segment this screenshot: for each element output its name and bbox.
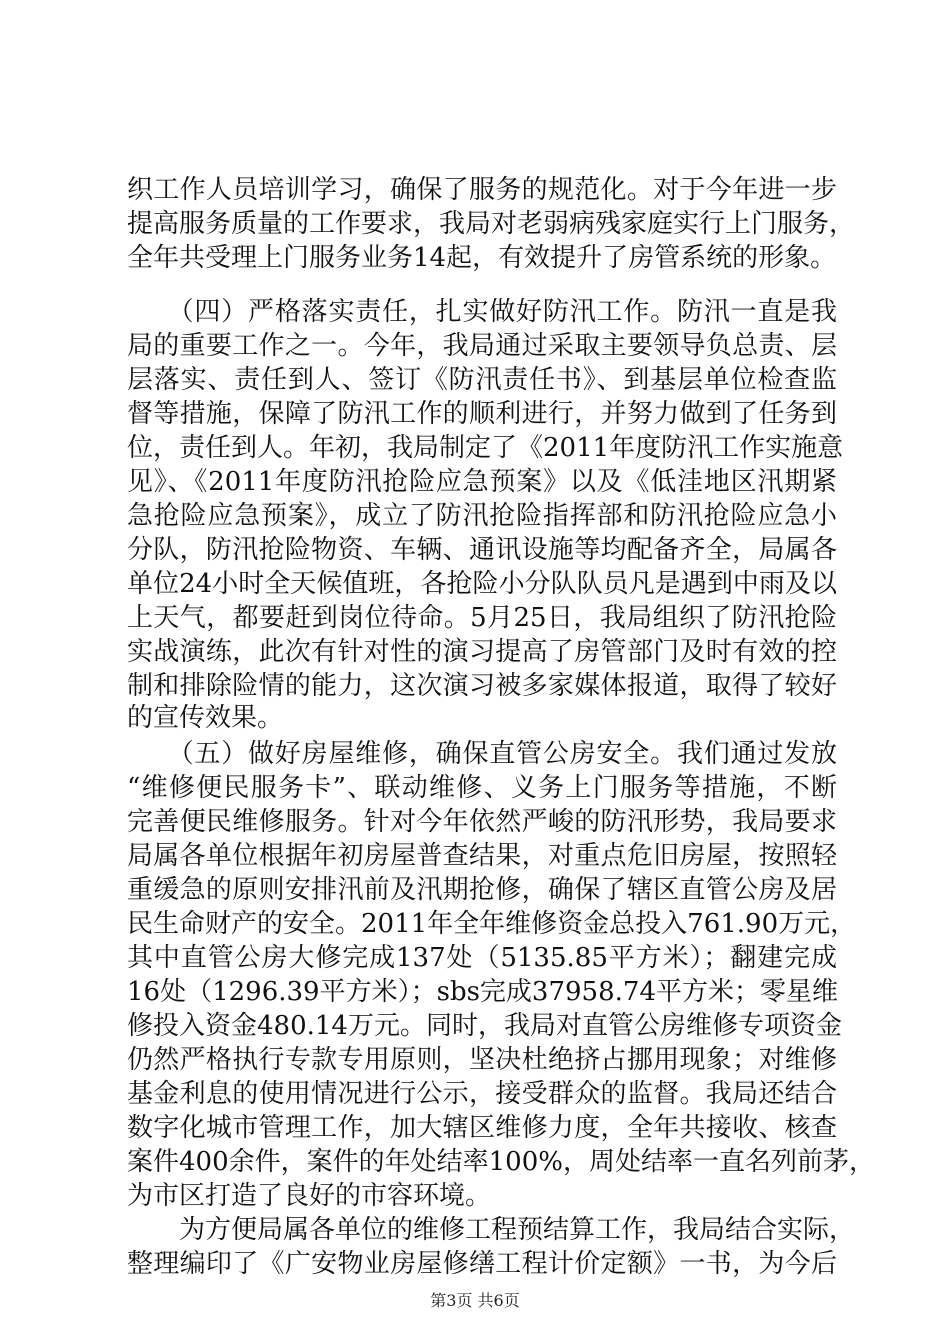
body-text-line: 修投入资金480.14万元。同时，我局对直管公房维修专项资金 bbox=[127, 1011, 842, 1041]
body-text-line: 数字化城市管理工作，加大辖区维修力度，全年共接收、核查 bbox=[127, 1113, 837, 1143]
body-text-line: 的宣传效果。 bbox=[127, 703, 284, 733]
body-text-line: 提高服务质量的工作要求，我局对老弱病残家庭实行上门服务， bbox=[127, 209, 856, 239]
body-text-line: 案件400余件，案件的年处结率100%，周处结率一直名列前茅， bbox=[127, 1147, 875, 1177]
body-text-line: （五）做好房屋维修，确保直管公房安全。我们通过发放 bbox=[127, 739, 837, 769]
body-text-line: 仍然严格执行专款专用原则，坚决杜绝挤占挪用现象；对维修 bbox=[127, 1045, 837, 1075]
body-text-line: 局属各单位根据年初房屋普查结果，对重点危旧房屋，按照轻 bbox=[127, 841, 837, 871]
body-text-line: 全年共受理上门服务业务14起，有效提升了房管系统的形象。 bbox=[127, 243, 837, 273]
body-text-line: 重缓急的原则安排汛前及汛期抢修，确保了辖区直管公房及居 bbox=[127, 875, 837, 905]
body-text-line: 整理编印了《广安物业房屋修缮工程计价定额》一书，为今后 bbox=[127, 1249, 837, 1279]
body-text-line: 基金利息的使用情况进行公示，接受群众的监督。我局还结合 bbox=[127, 1079, 837, 1109]
body-text-line: 单位24小时全天候值班，各抢险小分队队员凡是遇到中雨及以 bbox=[127, 569, 837, 599]
body-text-line: 位，责任到人。年初，我局制定了《2011年度防汛工作实施意 bbox=[127, 433, 844, 463]
body-text-line: “维修便民服务卡”、联动维修、义务上门服务等措施，不断 bbox=[127, 773, 837, 803]
body-text-line: 其中直管公房大修完成137处（5135.85平方米）；翻建完成 bbox=[127, 943, 837, 973]
body-text-line: 实战演练，此次有针对性的演习提高了房管部门及时有效的控 bbox=[127, 637, 837, 667]
body-text-line: 上天气，都要赶到岗位待命。5月25日，我局组织了防汛抢险 bbox=[127, 603, 837, 633]
body-text-line: 急抢险应急预案》，成立了防汛抢险指挥部和防汛抢险应急小 bbox=[127, 501, 837, 531]
body-text-line: 制和排除险情的能力，这次演习被多家媒体报道，取得了较好 bbox=[127, 671, 837, 701]
body-text-line: 16处（1296.39平方米）；sbs完成37958.74平方米；零星维 bbox=[127, 977, 838, 1007]
body-text-line: 完善便民维修服务。针对今年依然严峻的防汛形势，我局要求 bbox=[127, 807, 837, 837]
body-text-line: 为方便局属各单位的维修工程预结算工作，我局结合实际， bbox=[127, 1215, 856, 1245]
body-text-line: 民生命财产的安全。2011年全年维修资金总投入761.90万元， bbox=[127, 909, 857, 939]
body-text-line: （四）严格落实责任，扎实做好防汛工作。防汛一直是我 bbox=[127, 297, 837, 327]
body-text-line: 层落实、责任到人、签订《防汛责任书》、到基层单位检查监 bbox=[127, 365, 837, 395]
body-text-line: 督等措施，保障了防汛工作的顺利进行，并努力做到了任务到 bbox=[127, 399, 837, 429]
body-text-line: 分队，防汛抢险物资、车辆、通讯设施等均配备齐全，局属各 bbox=[127, 535, 837, 565]
body-text-line: 见》、《2011年度防汛抢险应急预案》以及《低洼地区汛期紧 bbox=[127, 467, 837, 497]
body-text-line: 为市区打造了良好的市容环境。 bbox=[127, 1181, 492, 1211]
page-number-footer: 第3页 共6页 bbox=[430, 1291, 520, 1310]
body-text-line: 局的重要工作之一。今年，我局通过采取主要领导负总责、层 bbox=[127, 331, 837, 361]
body-text-line: 织工作人员培训学习，确保了服务的规范化。对于今年进一步 bbox=[127, 175, 837, 205]
